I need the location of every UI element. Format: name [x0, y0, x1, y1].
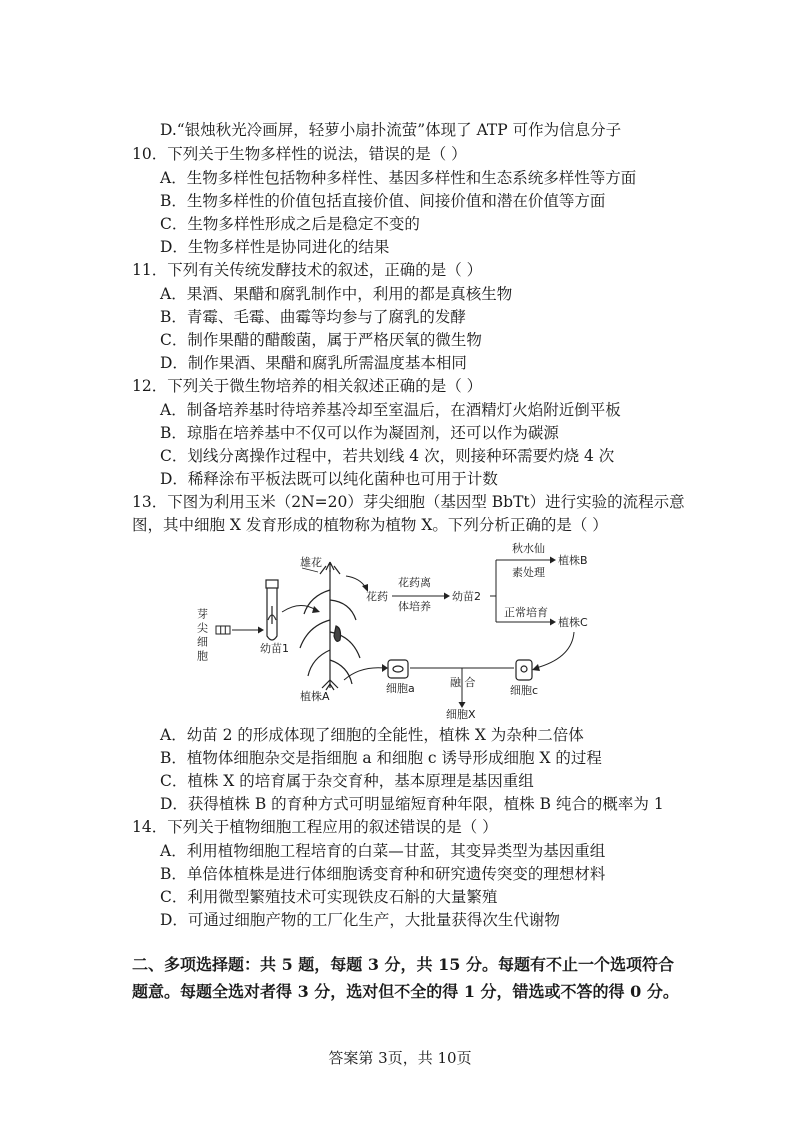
label-cell-x: 细胞X [446, 708, 476, 721]
q13-stem-line1: 13．下图为利用玉米（2N=20）芽尖细胞（基因型 BbTt）进行实验的流程示意 [132, 493, 685, 511]
q14-stem: 14．下列关于植物细胞工程应用的叙述错误的是（ ） [132, 818, 498, 836]
corn-plant-icon [300, 562, 360, 690]
q12-option-b: B．琼脂在培养基中不仅可以作为凝固剂，还可以作为碳源 [160, 424, 559, 442]
q13-option-a: A．幼苗 2 的形成体现了细胞的全能性，植株 X 为杂种二倍体 [160, 726, 584, 744]
q10-option-d: D．生物多样性是协同进化的结果 [160, 238, 390, 256]
section2-instructions-line1: 二、多项选择题：共 5 题，每题 3 分，共 15 分。每题有不止一个选项符合 [132, 955, 674, 974]
label-cell-a: 细胞a [386, 682, 415, 695]
q11-stem: 11．下列有关传统发酵技术的叙述，正确的是（ ） [132, 261, 483, 279]
label-anther-culture-2: 体培养 [398, 600, 431, 613]
label-male-flower: 雄花 [300, 556, 322, 569]
label-anther-culture-1: 花药离 [398, 576, 431, 589]
q10-option-a: A．生物多样性包括物种多样性、基因多样性和生态系统多样性等方面 [160, 169, 637, 187]
label-seedling1: 幼苗1 [260, 642, 289, 655]
label-colchicine-2: 素处理 [512, 566, 545, 579]
label-anther: 花药 [366, 590, 388, 603]
q11-option-a: A．果酒、果醋和腐乳制作中，利用的都是真核生物 [160, 285, 513, 303]
label-cell-c: 细胞c [510, 684, 539, 697]
q12-option-c: C．划线分离操作过程中，若共划线 4 次，则接种环需要灼烧 4 次 [160, 447, 615, 465]
cell-c-icon [516, 660, 532, 680]
label-fusion: 融 合 [450, 676, 476, 689]
label-plant-c: 植株C [558, 616, 588, 629]
q13-stem-line2: 图，其中细胞 X 发育形成的植物称为植物 X。下列分析正确的是（ ） [132, 516, 608, 534]
q12-option-a: A．制备培养基时待培养基冷却至室温后，在酒精灯火焰附近倒平板 [160, 401, 621, 419]
q11-option-c: C．制作果醋的醋酸菌，属于严格厌氧的微生物 [160, 331, 482, 349]
label-plant-a: 植株A [300, 690, 330, 703]
bud-cell-grid-icon [216, 626, 230, 634]
q12-option-d: D．稀释涂布平板法既可以纯化菌种也可用于计数 [160, 470, 498, 488]
cell-a-icon [388, 660, 408, 678]
q14-option-d: D．可通过细胞产物的工厂化生产，大批量获得次生代谢物 [160, 911, 560, 929]
label-seedling2: 幼苗2 [452, 590, 481, 603]
q10-option-b: B．生物多样性的价值包括直接价值、间接价值和潜在价值等方面 [160, 192, 606, 210]
q13-option-d: D．获得植株 B 的育种方式可明显缩短育种年限，植株 B 纯合的概率为 1 [160, 795, 664, 813]
section2-instructions-line2: 题意。每题全选对者得 3 分，选对但不全的得 1 分，错选或不答的得 0 分。 [132, 982, 679, 1001]
q11-option-d: D．制作果酒、果醋和腐乳所需温度基本相同 [160, 354, 467, 372]
q14-option-c: C．利用微型繁殖技术可实现铁皮石斛的大量繁殖 [160, 888, 498, 906]
q13-option-b: B．植物体细胞杂交是指细胞 a 和细胞 c 诱导形成细胞 X 的过程 [160, 749, 602, 767]
q9-option-d: D.“银烛秋光冷画屏，轻萝小扇扑流萤”体现了 ATP 可作为信息分子 [160, 121, 622, 139]
q13-flow-diagram [195, 540, 620, 721]
q10-stem: 10．下列关于生物多样性的说法，错误的是（ ） [132, 145, 467, 163]
q13-option-c: C．植株 X 的培育属于杂交育种，基本原理是基因重组 [160, 772, 534, 790]
q14-option-a: A．利用植物细胞工程培育的白菜—甘蓝，其变异类型为基因重组 [160, 842, 606, 860]
label-normal-culture: 正常培育 [504, 606, 548, 619]
q14-option-b: B．单倍体植株是进行体细胞诱变育种和研究遗传突变的理想材料 [160, 865, 606, 883]
q11-option-b: B．青霉、毛霉、曲霉等均参与了腐乳的发酵 [160, 308, 466, 326]
label-colchicine-1: 秋水仙 [512, 542, 545, 555]
q12-stem: 12．下列关于微生物培养的相关叙述正确的是（ ） [132, 377, 483, 395]
test-tube-icon [266, 580, 278, 640]
q10-option-c: C．生物多样性形成之后是稳定不变的 [160, 215, 420, 233]
page-footer: 答案第 3页，共 10页 [328, 1049, 472, 1067]
label-bud-cells: 芽尖细胞 [195, 608, 209, 664]
label-plant-b: 植株B [558, 554, 588, 567]
